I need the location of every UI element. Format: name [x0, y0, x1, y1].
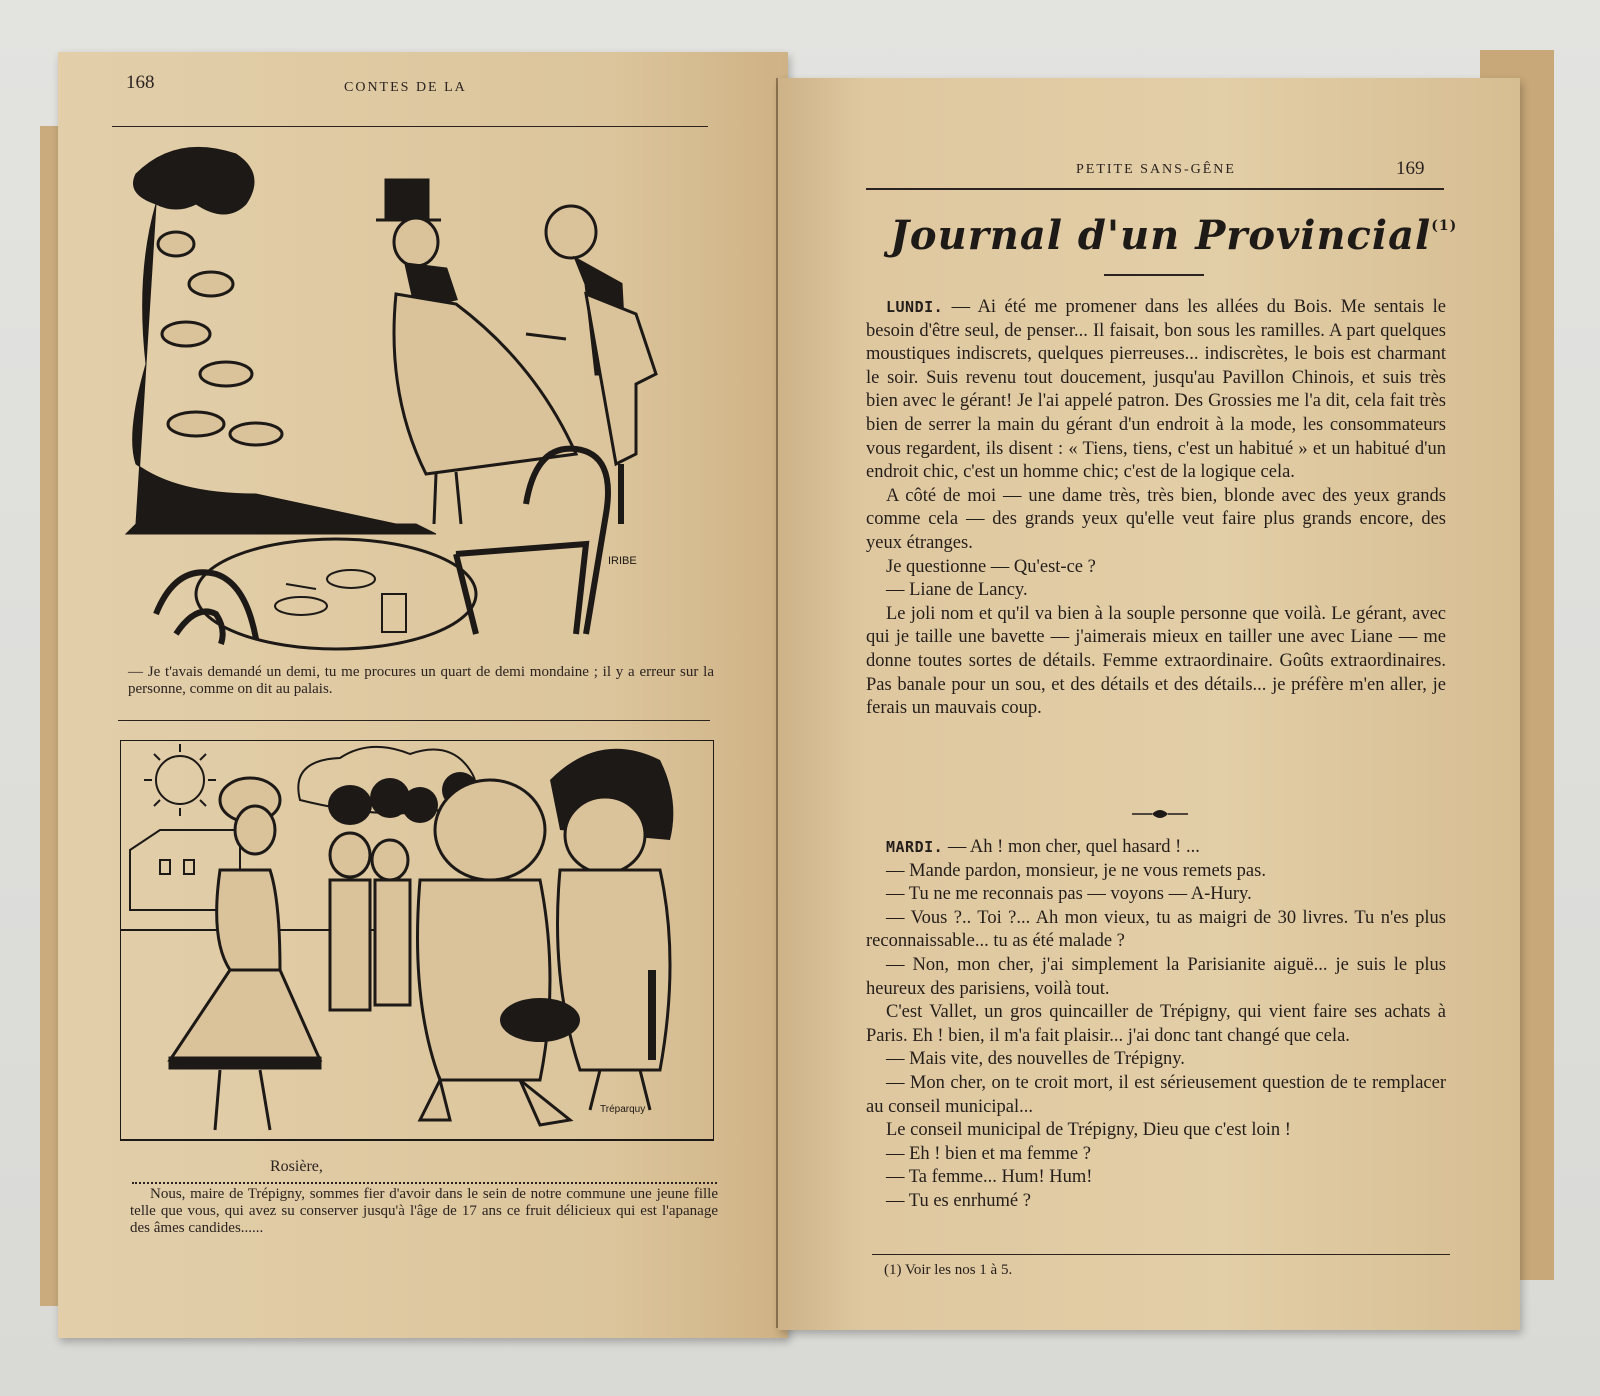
mardi-paragraph-6: C'est Vallet, un gros quincailler de Trépigny, qui vient faire ses achats à Paris. Eh ! bien, il m'a fait plaisir... j'ai donc tant changé que cela. [866, 1002, 1446, 1046]
lundi-paragraph-5: Le joli nom et qu'il va bien à la souple personne que voilà. Le gérant, avec qui je taille une bavette — j'aimerais mieux en tailler une avec Liane — me donne toutes sortes de détails. Femme extraordinaire. Goûts extraordinaires. Pas banale pour un sou, et des détails et des détails... je préfère m'en aller, je ferais un mauvais coup. [866, 603, 1446, 719]
mardi-text-1: — Ah ! mon cher, quel hasard ! ... [947, 837, 1200, 857]
mardi-paragraph-9: Le conseil municipal de Trépigny, Dieu que c'est loin ! [886, 1120, 1291, 1141]
illustration-divider [118, 720, 710, 721]
mardi-paragraph-8: — Mon cher, on te croit mort, il est sérieusement question de te remplacer au conseil municipal... [866, 1072, 1446, 1117]
footnote: (1) Voir les nos 1 à 5. [884, 1262, 1013, 1278]
day-label-lundi: LUNDI. [886, 298, 944, 316]
caption-2-text: Nous, maire de Trépigny, sommes fier d'avoir dans le sein de notre commune une jeune fille telle que vous, qui avez su conserver jusqu'à l'âge de 17 ans ce fruit délicieux qui est l'apanage des âmes candides...... [130, 1186, 718, 1236]
lundi-paragraph-3: Je questionne — Qu'est-ce ? [886, 556, 1096, 577]
article-title-text: Journal d'un Provincial [890, 212, 1432, 259]
mardi-paragraph-3: — Tu ne me reconnais pas — voyons — A-Hury. [886, 884, 1252, 905]
signature-treparquy: Tréparquy [600, 1104, 646, 1115]
illustration-2-title: Rosière, [270, 1158, 323, 1175]
right-page-number: 169 [1396, 158, 1425, 179]
article-title [890, 212, 1460, 259]
mardi-paragraph-4: — Vous ?.. Toi ?... Ah mon vieux, tu as maigri de 30 livres. Tu n'es plus reconnaissable... tu as été malade ? [866, 907, 1446, 952]
section-ornament [1130, 806, 1190, 822]
lundi-paragraph-2: A côté de moi — une dame très, très bien, blonde avec des yeux grands comme cela — des grands yeux qu'elle veut faire plus grands encore, des yeux étranges. [866, 485, 1446, 553]
right-header-rule [866, 188, 1444, 190]
left-header-rule [112, 126, 708, 127]
mardi-paragraph-1 [866, 836, 1446, 860]
title-footnote-marker: (1) [1431, 218, 1458, 234]
mardi-paragraph-7: — Mais vite, des nouvelles de Trépigny. [886, 1049, 1185, 1070]
section-mardi [866, 836, 1446, 1214]
lundi-text-1: — Ai été me promener dans les allées du Bois. Me sentais le besoin d'être seul, de penser... Il faisait, bon sous les ramilles. A part quelques moustiques indiscrets, quelques pierreuses... indiscrètes, le bois est charmant le soir. Suis revenu tout doucement, jusqu'au Pavillon Chinois, et suis très bien avec le gérant! Je l'ai appelé patron. Des Grossies me l'a dit, cela fait très bien de serrer la main du gérant d'un endroit à la mode, les consommateurs vous regardent, ils disent : « Tiens, tiens, c'est un habitué » et un habitué d'un endroit chic, c'est un homme chic; c'est de la logique cela. [866, 297, 1446, 483]
signature-iribe: IRIBE [608, 555, 637, 567]
dotted-rule [132, 1182, 717, 1184]
illustration-2-caption [130, 1186, 718, 1237]
caption-1-text: — Je t'avais demandé un demi, tu me procures un quart de demi mondaine ; il y a erreur sur la personne, comme on dit au palais. [128, 664, 714, 697]
section-lundi [866, 296, 1446, 721]
rosiere-illustration [120, 740, 714, 1150]
mardi-paragraph-11: — Ta femme... Hum! Hum! [886, 1167, 1093, 1188]
illustration-1-caption [128, 664, 714, 698]
mardi-paragraph-10: — Eh ! bien et ma femme ? [886, 1143, 1091, 1164]
day-label-mardi: MARDI. [886, 838, 944, 856]
lundi-paragraph-4: — Liane de Lancy. [886, 580, 1028, 601]
footnote-rule [872, 1254, 1450, 1255]
lundi-paragraph-1 [866, 296, 1446, 485]
mardi-paragraph-5: — Non, mon cher, j'ai simplement la Parisianite aiguë... je suis le plus heureux des parisiens, voilà tout. [866, 954, 1446, 999]
left-page-number: 168 [126, 72, 155, 93]
right-running-head: PETITE SANS-GÊNE [1076, 162, 1236, 177]
title-underline [1104, 274, 1204, 276]
left-running-head: CONTES DE LA [344, 80, 467, 95]
mardi-paragraph-2: — Mande pardon, monsieur, je ne vous remets pas. [886, 860, 1266, 881]
mardi-paragraph-12: — Tu es enrhumé ? [886, 1190, 1031, 1211]
cafe-illustration [116, 134, 716, 664]
